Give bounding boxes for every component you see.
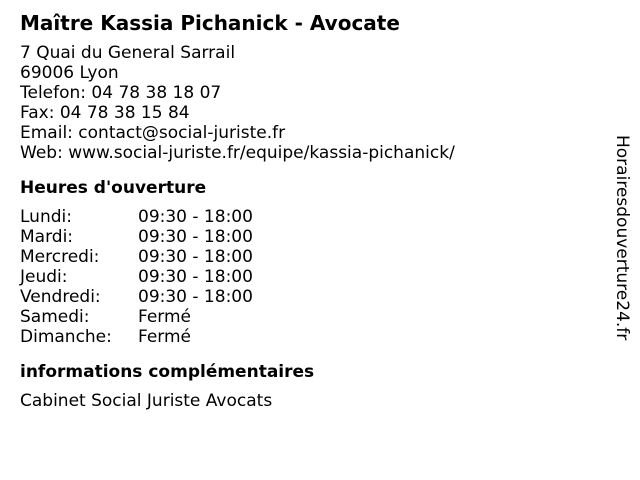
hours-row-monday bbox=[20, 207, 600, 227]
fax-number: Fax: 04 78 38 15 84 bbox=[20, 103, 190, 123]
business-card bbox=[20, 0, 600, 411]
opening-hours-heading: Heures d'ouverture bbox=[20, 178, 207, 198]
day-hours: 09:30 - 18:00 bbox=[138, 287, 253, 307]
day-label: Lundi: bbox=[20, 207, 72, 227]
hours-row-tuesday bbox=[20, 227, 600, 247]
site-watermark: Horairesdouverture24.fr bbox=[612, 135, 632, 341]
hours-row-thursday bbox=[20, 267, 600, 287]
day-label: Samedi: bbox=[20, 307, 90, 327]
city: 69006 Lyon bbox=[20, 63, 119, 83]
day-label: Mardi: bbox=[20, 227, 74, 247]
day-hours: Fermé bbox=[138, 327, 192, 347]
day-label: Jeudi: bbox=[20, 267, 68, 287]
additional-info-heading: informations complémentaires bbox=[20, 362, 315, 382]
day-hours: Fermé bbox=[138, 307, 192, 327]
day-hours: 09:30 - 18:00 bbox=[138, 247, 253, 267]
day-label: Vendredi: bbox=[20, 287, 101, 307]
day-hours: 09:30 - 18:00 bbox=[138, 267, 253, 287]
hours-row-wednesday bbox=[20, 247, 600, 267]
website: Web: www.social-juriste.fr/equipe/kassia-pichanick/ bbox=[20, 143, 455, 163]
day-hours: 09:30 - 18:00 bbox=[138, 227, 253, 247]
hours-row-sunday bbox=[20, 327, 600, 347]
additional-info-text: Cabinet Social Juriste Avocats bbox=[20, 391, 273, 411]
street-address: 7 Quai du General Sarrail bbox=[20, 43, 236, 63]
opening-hours-table bbox=[20, 207, 600, 347]
day-label: Mercredi: bbox=[20, 247, 100, 267]
hours-row-friday bbox=[20, 287, 600, 307]
phone-number: Telefon: 04 78 38 18 07 bbox=[20, 83, 222, 103]
business-name: Maître Kassia Pichanick - Avocate bbox=[20, 11, 400, 35]
day-hours: 09:30 - 18:00 bbox=[138, 207, 253, 227]
contact-block bbox=[20, 43, 600, 163]
day-label: Dimanche: bbox=[20, 327, 112, 347]
email-address: Email: contact@social-juriste.fr bbox=[20, 123, 286, 143]
hours-row-saturday bbox=[20, 307, 600, 327]
